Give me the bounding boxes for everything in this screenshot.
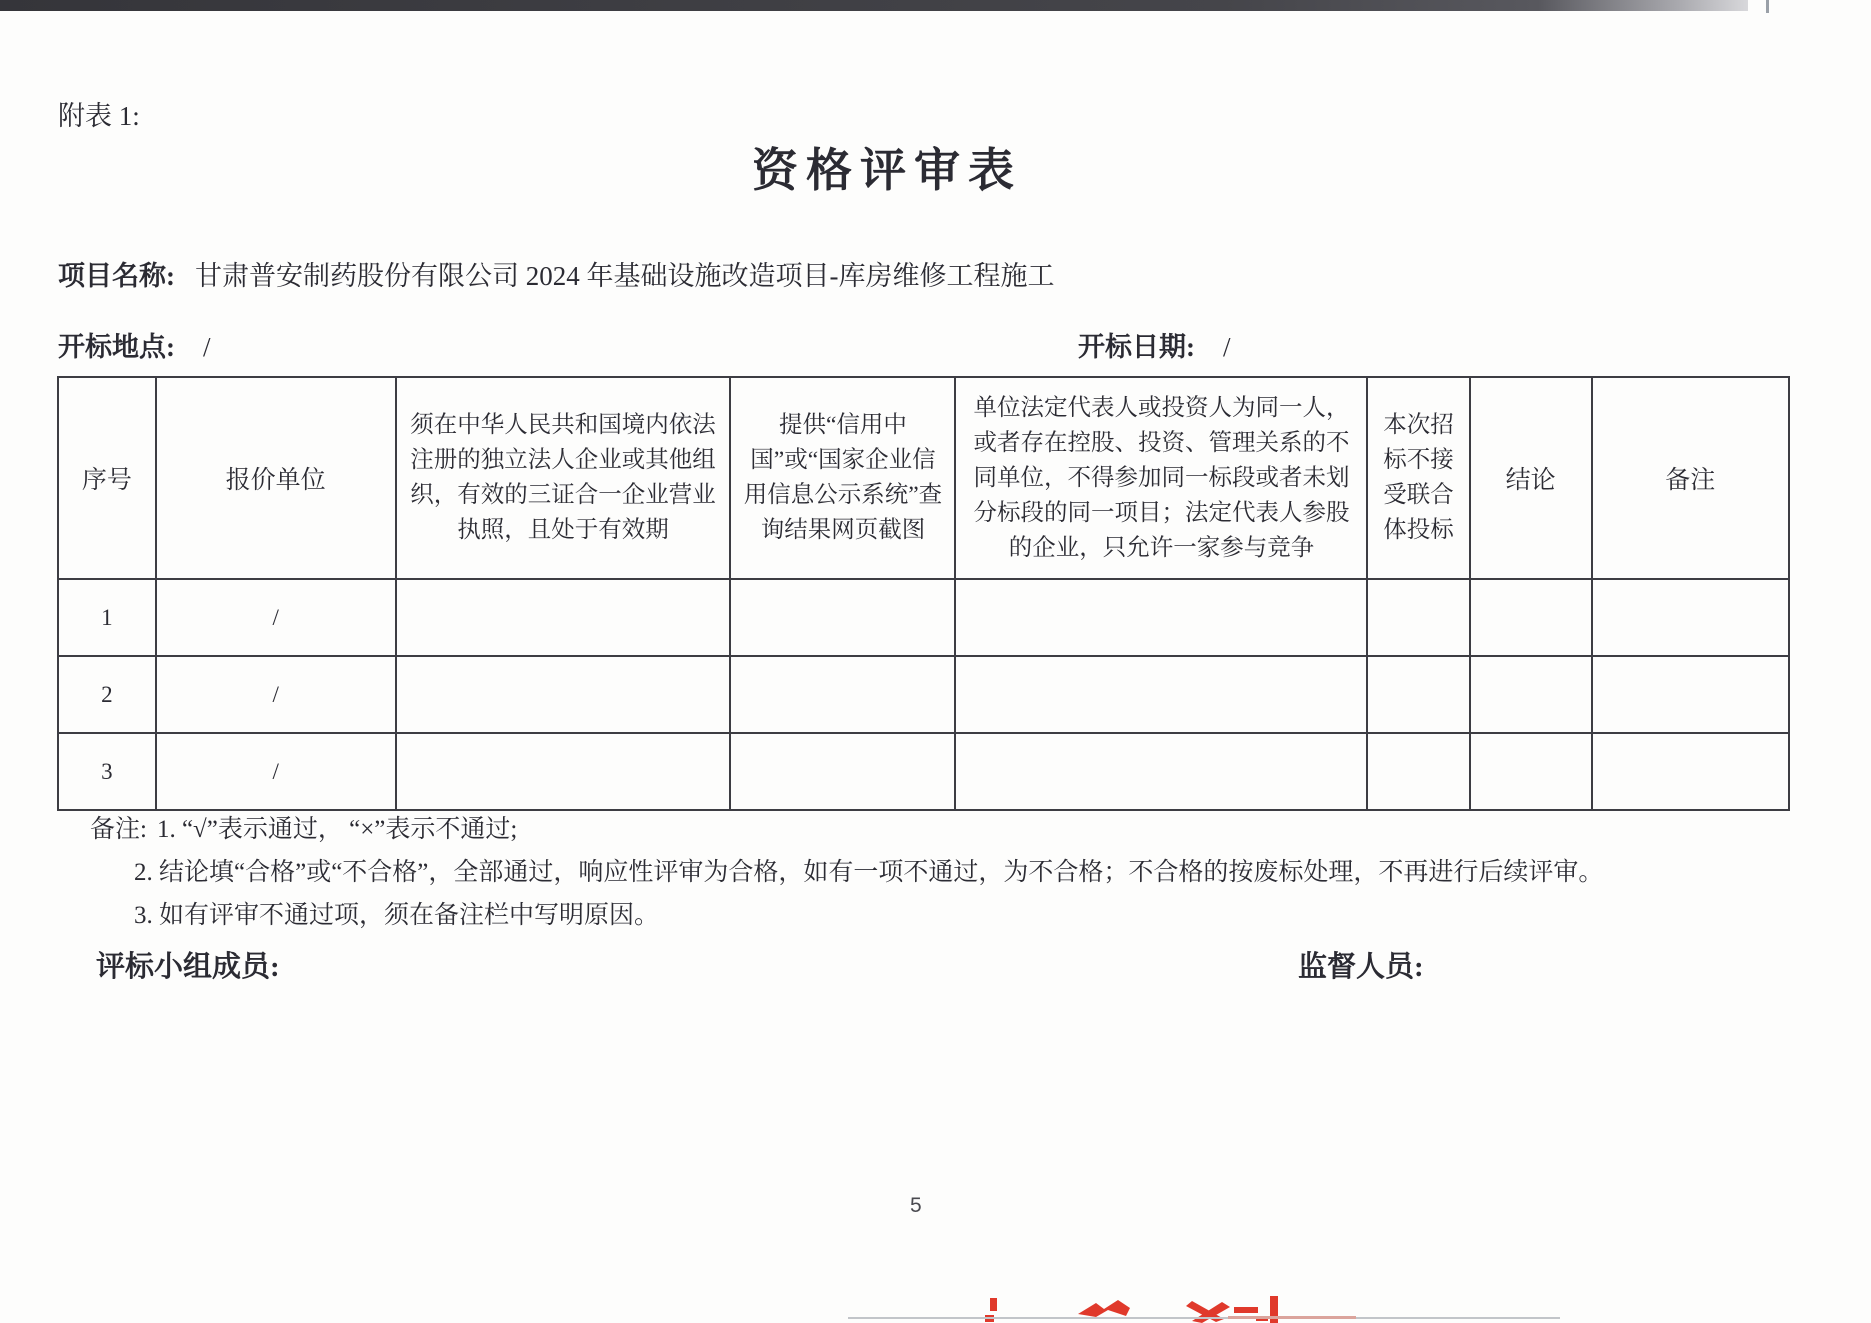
table-row xyxy=(58,579,1789,656)
project-name-line xyxy=(58,254,1055,293)
note-line-2 xyxy=(90,851,1858,894)
cell-remarks xyxy=(1592,656,1789,733)
notes-label: 备注: xyxy=(90,816,147,843)
header-col-no-consortium: 本次招标不接受联合体投标 xyxy=(1367,377,1469,579)
cell-serial-no: 1 xyxy=(58,579,156,656)
note-line-1 xyxy=(90,808,1858,851)
cell-bidder: / xyxy=(156,656,396,733)
header-col-serial-no: 序号 xyxy=(58,377,156,579)
header-col-business-license: 须在中华人民共和国境内依法注册的独立法人企业或其他组织，有效的三证合一企业营业执照，且处于有效期 xyxy=(396,377,731,579)
scanner-edge-artifact-tick xyxy=(1766,0,1769,13)
note-item-3: 3. 如有评审不通过项，须在备注栏中写明原因。 xyxy=(134,902,660,929)
cell-remarks xyxy=(1592,579,1789,656)
evaluation-team-label: 评标小组成员: xyxy=(96,951,280,983)
note-item-2: 2. 结论填“合格”或“不合格”，全部通过，响应性评审为合格，如有一项不通过，为不合格；不合格的按废标处理，不再进行后续评审。 xyxy=(134,859,1604,886)
bid-opening-location-value: / xyxy=(203,332,211,362)
bid-opening-location-line xyxy=(58,325,211,364)
cell-no-consortium xyxy=(1367,579,1469,656)
qualification-review-table xyxy=(57,376,1790,811)
scanner-edge-artifact-top xyxy=(0,0,1748,11)
project-name-value: 甘肃普安制药股份有限公司 2024 年基础设施改造项目-库房维修工程施工 xyxy=(195,261,1055,291)
bid-opening-date-label: 开标日期: xyxy=(1078,332,1195,362)
cell-no-consortium xyxy=(1367,733,1469,810)
cell-credit-screenshot xyxy=(730,579,955,656)
cell-no-consortium xyxy=(1367,656,1469,733)
cell-serial-no: 2 xyxy=(58,656,156,733)
header-col-conclusion: 结论 xyxy=(1470,377,1592,579)
header-col-bidder: 报价单位 xyxy=(156,377,396,579)
scanner-edge-artifact-bottom xyxy=(848,1317,1560,1319)
cell-remarks xyxy=(1592,733,1789,810)
cell-business-license xyxy=(396,733,731,810)
cell-bidder: / xyxy=(156,733,396,810)
note-line-3 xyxy=(90,894,1858,937)
cell-conclusion xyxy=(1470,733,1592,810)
cell-business-license xyxy=(396,656,731,733)
header-col-remarks: 备注 xyxy=(1592,377,1789,579)
cell-legal-representative-rule xyxy=(955,579,1367,656)
cell-serial-no: 3 xyxy=(58,733,156,810)
cell-legal-representative-rule xyxy=(955,656,1367,733)
cell-legal-representative-rule xyxy=(955,733,1367,810)
scanner-edge-artifact-bottom-red xyxy=(1228,1316,1356,1319)
cell-conclusion xyxy=(1470,579,1592,656)
remarks-notes xyxy=(90,808,1858,937)
cell-credit-screenshot xyxy=(730,733,955,810)
cell-bidder: / xyxy=(156,579,396,656)
document-title: 资格评审表 xyxy=(752,145,1022,196)
bid-opening-date-value: / xyxy=(1223,332,1231,362)
cell-conclusion xyxy=(1470,656,1592,733)
header-col-credit-screenshot: 提供“信用中国”或“国家企业信用信息公示系统”查询结果网页截图 xyxy=(730,377,955,579)
table-header-row xyxy=(58,377,1789,579)
bid-opening-date-line xyxy=(1078,325,1231,364)
table-row xyxy=(58,656,1789,733)
cell-credit-screenshot xyxy=(730,656,955,733)
appendix-label: 附表 1: xyxy=(58,101,140,131)
cell-business-license xyxy=(396,579,731,656)
supervisor-label: 监督人员: xyxy=(1298,951,1424,983)
header-col-legal-representative-rule: 单位法定代表人或投资人为同一人，或者存在控股、投资、管理关系的不同单位，不得参加同一标段或者未划分标段的同一项目；法定代表人参股的企业，只允许一家参与竞争 xyxy=(955,377,1367,579)
table-row xyxy=(58,733,1789,810)
bid-opening-location-label: 开标地点: xyxy=(58,332,175,362)
note-item-1: 1. “√”表示通过， “×”表示不通过; xyxy=(156,816,518,843)
project-name-label: 项目名称: xyxy=(58,261,175,291)
page-number: 5 xyxy=(910,1194,922,1217)
